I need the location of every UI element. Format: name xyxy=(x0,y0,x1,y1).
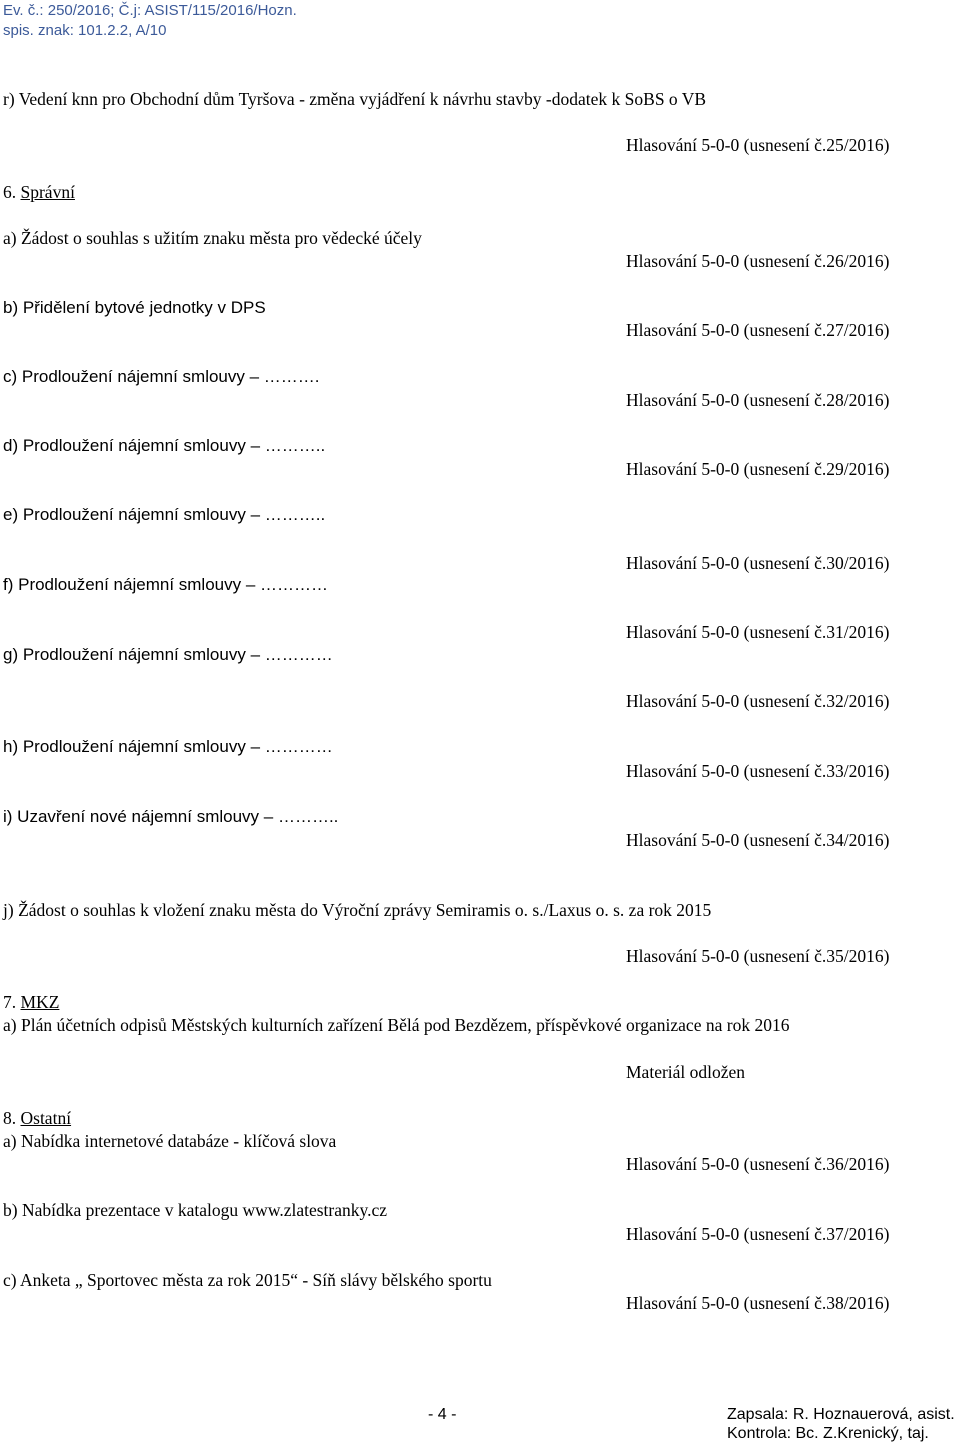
item-6i-text: i) Uzavření nové nájemní smlouvy – ……….. xyxy=(3,807,339,826)
section-7-title: MKZ xyxy=(20,992,60,1012)
section-8-number: 8. xyxy=(3,1108,17,1128)
item-8c-text: c) Anketa „ Sportovec města za rok 2015“ - Síň slávy bělského sportu xyxy=(3,1270,492,1290)
item-6f-text: f) Prodloužení nájemní smlouvy – ………… xyxy=(3,575,329,594)
section-6-number: 6. xyxy=(3,182,17,202)
item-8a-text: a) Nabídka internetové databáze - klíčová slova xyxy=(3,1131,337,1151)
item-6a-vote: Hlasování 5-0-0 (usnesení č.26/2016) xyxy=(626,251,890,271)
item-8b-text: b) Nabídka prezentace v katalogu www.zlatestranky.cz xyxy=(3,1200,388,1220)
item-6j-vote: Hlasování 5-0-0 (usnesení č.35/2016) xyxy=(626,946,890,966)
section-7-number: 7. xyxy=(3,992,17,1012)
item-6b-vote: Hlasování 5-0-0 (usnesení č.27/2016) xyxy=(626,320,890,340)
item-8b-vote: Hlasování 5-0-0 (usnesení č.37/2016) xyxy=(626,1224,890,1244)
item-r-text: r) Vedení knn pro Obchodní dům Tyršova - změna vyjádření k návrhu stavby -dodatek k SoBS o VB xyxy=(3,89,707,109)
section-8-heading xyxy=(3,1107,71,1129)
checked-by: Kontrola: Bc. Z.Krenický, taj. xyxy=(727,1425,929,1442)
item-6d-text: d) Prodloužení nájemní smlouvy – ……….. xyxy=(3,436,326,455)
recorded-by: Zapsala: R. Hoznauerová, asist. xyxy=(727,1406,955,1423)
item-6a-text: a) Žádost o souhlas s užitím znaku města pro vědecké účely xyxy=(3,228,422,248)
item-8c-vote: Hlasování 5-0-0 (usnesení č.38/2016) xyxy=(626,1293,890,1313)
item-6h-text: h) Prodloužení nájemní smlouvy – ………… xyxy=(3,737,333,756)
item-7a-status: Materiál odložen xyxy=(626,1062,746,1082)
item-r-vote: Hlasování 5-0-0 (usnesení č.25/2016) xyxy=(626,135,890,155)
item-6g-text: g) Prodloužení nájemní smlouvy – ………… xyxy=(3,645,333,664)
item-6j-text: j) Žádost o souhlas k vložení znaku města do Výroční zprávy Semiramis o. s./Laxus o. s. za rok 2015 xyxy=(3,900,712,920)
item-6e-text: e) Prodloužení nájemní smlouvy – ……….. xyxy=(3,505,326,524)
item-6b-text: b) Přidělení bytové jednotky v DPS xyxy=(3,298,266,317)
section-6-title: Správní xyxy=(20,182,75,202)
item-6e-vote: Hlasování 5-0-0 (usnesení č.30/2016) xyxy=(626,553,890,573)
item-6f-vote: Hlasování 5-0-0 (usnesení č.31/2016) xyxy=(626,622,890,642)
section-8-title: Ostatní xyxy=(20,1108,72,1128)
section-6-heading xyxy=(3,181,75,203)
item-6c-vote: Hlasování 5-0-0 (usnesení č.28/2016) xyxy=(626,390,890,410)
item-6i-vote: Hlasování 5-0-0 (usnesení č.34/2016) xyxy=(626,830,890,850)
item-6h-vote: Hlasování 5-0-0 (usnesení č.33/2016) xyxy=(626,761,890,781)
page-number: - 4 - xyxy=(428,1406,457,1423)
section-7-heading xyxy=(3,991,59,1013)
header-line-1: Ev. č.: 250/2016; Č.j: ASIST/115/2016/Hozn. xyxy=(3,2,297,19)
item-6c-text: c) Prodloužení nájemní smlouvy – ………. xyxy=(3,367,320,386)
item-6d-vote: Hlasování 5-0-0 (usnesení č.29/2016) xyxy=(626,459,890,479)
item-8a-vote: Hlasování 5-0-0 (usnesení č.36/2016) xyxy=(626,1154,890,1174)
item-6g-vote: Hlasování 5-0-0 (usnesení č.32/2016) xyxy=(626,691,890,711)
item-7a-text: a) Plán účetních odpisů Městských kulturních zařízení Bělá pod Bezdězem, příspěvkové organizace na rok 2016 xyxy=(3,1015,790,1035)
header-line-2: spis. znak: 101.2.2, A/10 xyxy=(3,22,167,39)
